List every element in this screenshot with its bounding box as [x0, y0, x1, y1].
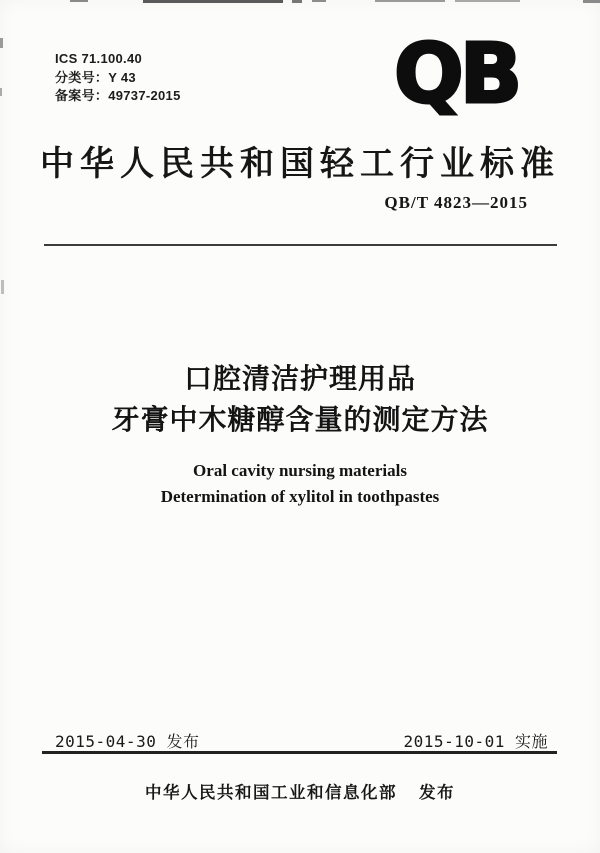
scan-artifact [455, 0, 520, 2]
title-en-line1: Oral cavity nursing materials [193, 461, 407, 480]
document-title-english [0, 458, 600, 510]
scan-artifact [583, 0, 600, 3]
scan-artifact [0, 38, 3, 48]
header-divider-line [44, 244, 557, 246]
document-metadata [55, 50, 181, 106]
issuer-name: 中华人民共和国工业和信息化部 [145, 784, 397, 802]
title-cn-line1: 口腔清洁护理用品 [183, 363, 416, 394]
footer-divider-line [42, 751, 557, 754]
document-title-chinese [0, 358, 600, 440]
record-number: 备案号：49737-2015 [55, 88, 181, 103]
dates-row [55, 729, 548, 752]
implementation-date: 2015-10-01 实施 [403, 732, 548, 751]
scan-artifact [375, 0, 445, 2]
qb-logo: QB [394, 27, 519, 122]
ics-code: ICS 71.100.40 [55, 51, 143, 66]
scan-artifact [312, 0, 326, 2]
scan-artifact [0, 88, 2, 96]
scan-artifact [143, 0, 283, 3]
title-cn-line2: 牙膏中木糖醇含量的测定方法 [111, 404, 489, 435]
issuer-action: 发布 [419, 784, 455, 802]
scan-artifact [1, 280, 4, 294]
scan-artifact [70, 0, 88, 2]
classification-code: 分类号：Y 43 [55, 69, 136, 85]
scan-artifact [292, 0, 302, 3]
issue-date: 2015-04-30 发布 [55, 732, 200, 751]
standard-header-title: 中华人民共和国轻工行业标准 [40, 145, 560, 183]
issuing-organization [0, 779, 600, 803]
standard-number: QB/T 4823—2015 [384, 193, 528, 212]
title-en-line2: Determination of xylitol in toothpastes [160, 487, 440, 506]
